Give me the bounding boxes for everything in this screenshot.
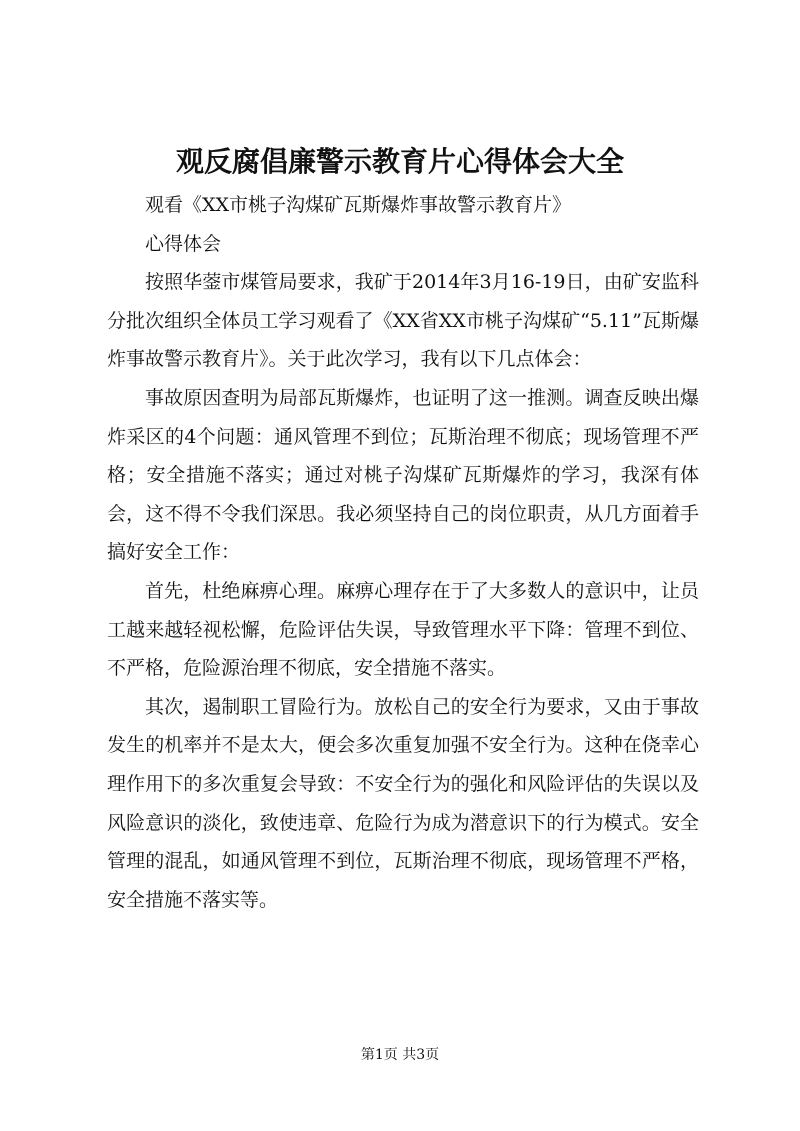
- document-body: [107, 186, 699, 919]
- paragraph-second: 其次，遏制职工冒险行为。放松自己的安全行为要求，又由于事故发生的机率并不是太大，便会多次重复加强不安全行为。这种在侥幸心理作用下的多次重复会导致：不安全行为的强化和风险评估的失误以及风险意识的淡化，致使违章、危险行为成为潜意识下的行为模式。安全管理的混乱，如通风管理不到位，瓦斯治理不彻底，现场管理不严格，安全措施不落实等。: [107, 695, 699, 911]
- paragraph-first: 首先，杜绝麻痹心理。麻痹心理存在于了大多数人的意识中，让员工越来越轻视松懈，危险评估失误，导致管理水平下降：管理不到位、不严格，危险源治理不彻底，安全措施不落实。: [107, 579, 699, 680]
- page-footer: 第1页 共3页: [360, 1047, 440, 1063]
- paragraph-heading: 心得体会: [145, 232, 222, 255]
- paragraph-cause: 事故原因查明为局部瓦斯爆炸，也证明了这一推测。调查反映出爆炸采区的4个问题：通风管理不到位；瓦斯治理不彻底；现场管理不严格；安全措施不落实；通过对桃子沟煤矿瓦斯爆炸的学习，我深有体会，这不得不令我们深思。我必须坚持自己的岗位职责，从几方面着手搞好安全工作：: [107, 386, 699, 564]
- paragraph-intro: 按照华蓥市煤管局要求，我矿于2014年3月16-19日，由矿安监科分批次组织全体员工学习观看了《XX省XX市桃子沟煤矿“5.11”瓦斯爆炸事故警示教育片》。关于此次学习，我有以下几点体会：: [107, 271, 699, 371]
- paragraph-subtitle: 观看《XX市桃子沟煤矿瓦斯爆炸事故警示教育片》: [145, 194, 572, 216]
- document-title: 观反腐倡廉警示教育片心得体会大全: [175, 145, 624, 178]
